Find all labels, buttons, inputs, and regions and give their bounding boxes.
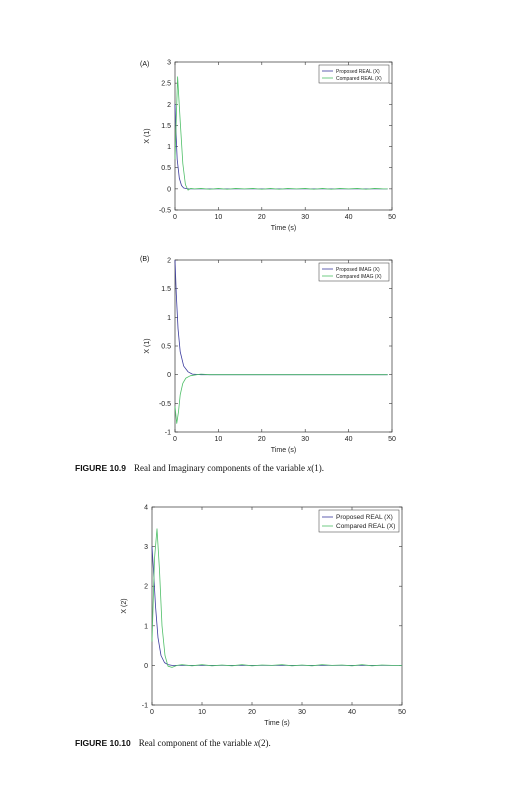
caption-variable: x (253, 738, 258, 748)
y-tick-label: 0 (144, 662, 148, 670)
y-tick-label: -1 (164, 429, 171, 437)
figure-number: FIGURE 10.10 (75, 738, 131, 748)
x-axis-label: Time (s) (264, 720, 290, 727)
panel-label: (A) (140, 61, 150, 68)
x-axis-label: Time (s) (270, 447, 297, 454)
figure-caption-10-10 (75, 738, 271, 748)
panel-label: (B) (140, 256, 150, 263)
y-tick-label: -0.5 (158, 400, 171, 408)
y-tick-label: 0.5 (161, 343, 171, 351)
x-tick-label: 0 (173, 436, 177, 443)
y-tick-label: 2 (144, 583, 148, 591)
x-tick-label: 30 (301, 214, 310, 221)
x-tick-label: 20 (248, 709, 256, 716)
y-tick-label: 2 (167, 257, 171, 265)
legend-entry: Compared REAL (X) (336, 76, 382, 82)
series-line-compared (152, 529, 402, 668)
plot-frame (152, 507, 402, 705)
y-axis-label: X (2) (121, 598, 128, 614)
x-axis-label: Time (s) (270, 225, 297, 232)
figure-number: FIGURE 10.9 (75, 463, 127, 473)
y-tick-label: 0.5 (161, 165, 171, 173)
x-tick-label: 20 (257, 436, 266, 443)
x-tick-label: 30 (301, 436, 310, 443)
y-tick-label: 1.5 (161, 122, 171, 130)
y-tick-label: 0 (167, 186, 171, 194)
caption-suffix: (2). (257, 738, 271, 748)
y-tick-label: 2 (167, 101, 171, 109)
x-tick-label: 30 (298, 709, 306, 716)
caption-text: Real and Imaginary components of the variable (134, 463, 308, 473)
y-tick-label: 2.5 (161, 80, 171, 88)
legend-entry: Proposed REAL (X) (336, 69, 380, 75)
y-tick-label: 1 (167, 144, 171, 152)
x-tick-label: 50 (398, 709, 406, 716)
x-tick-label: 0 (173, 214, 177, 221)
series-line-proposed (152, 547, 402, 666)
legend-entry: Proposed IMAG (X) (336, 267, 380, 273)
y-tick-label: 3 (144, 544, 148, 552)
x-tick-label: 50 (388, 214, 396, 221)
legend-entry: Compared IMAG (X) (336, 274, 382, 280)
caption-text: Real component of the variable (138, 738, 254, 748)
x-tick-label: 40 (344, 436, 353, 443)
y-tick-label: 3 (167, 59, 171, 67)
x-tick-label: 20 (257, 214, 266, 221)
y-tick-label: -0.5 (158, 207, 171, 215)
x-tick-label: 10 (214, 214, 223, 221)
y-axis-label: X (1) (144, 338, 151, 354)
caption-variable: x (307, 463, 312, 473)
x-tick-label: 10 (214, 436, 223, 443)
y-tick-label: 4 (144, 504, 148, 512)
x-tick-label: 0 (150, 709, 154, 716)
legend-entry: Compared REAL (X) (336, 523, 396, 530)
y-axis-label: X (1) (144, 128, 151, 144)
x-tick-label: 40 (344, 214, 353, 221)
x-tick-label: 50 (388, 436, 396, 443)
y-tick-label: 0 (167, 372, 171, 380)
caption-suffix: (1). (311, 463, 324, 473)
y-tick-label: -1 (141, 702, 148, 710)
x-tick-label: 40 (348, 709, 356, 716)
legend-entry: Proposed REAL (X) (336, 514, 393, 521)
x-tick-label: 10 (198, 709, 206, 716)
y-tick-label: 1.5 (161, 286, 171, 294)
y-tick-label: 1 (144, 623, 148, 631)
y-tick-label: 1 (167, 314, 171, 322)
